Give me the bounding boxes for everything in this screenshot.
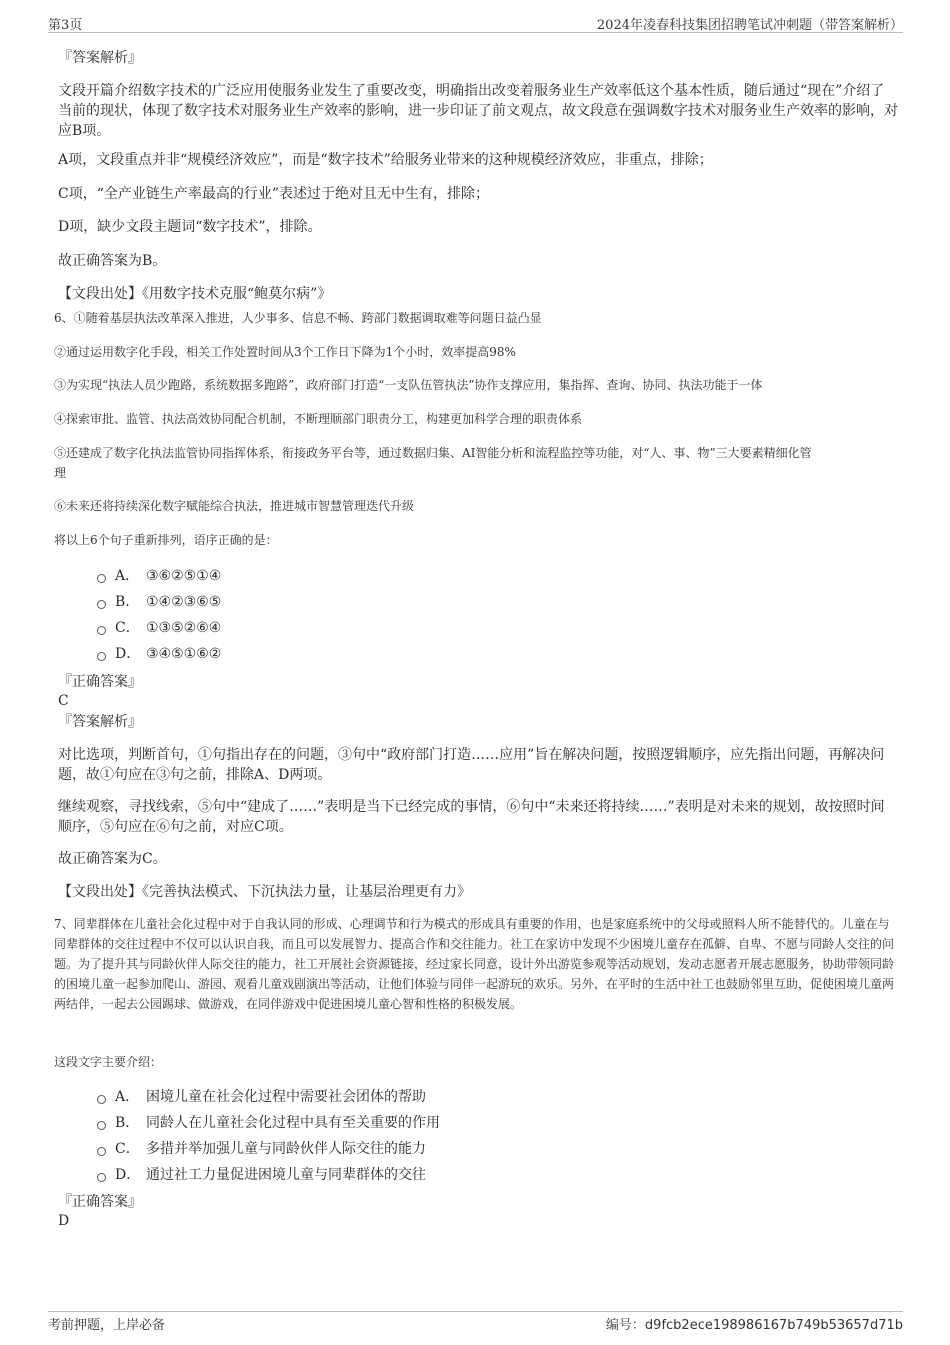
radio-icon[interactable] [97,574,106,583]
option-text: 同龄人在儿童社会化过程中具有至关重要的作用 [146,1115,440,1131]
option-text: 通过社工力量促进困境儿童与同辈群体的交往 [146,1167,426,1183]
option-label: B． [115,594,140,610]
option-label: C． [115,620,140,636]
option-label: B． [115,1115,140,1131]
q6-answer: C [58,693,69,709]
q6-prompt: 将以上6个句子重新排列，语序正确的是： [54,533,278,547]
q5-source: 【文段出处】《用数字技术克服“鲍莫尔病”》 [58,286,332,302]
q6-answer-heading: 『正确答案』 [58,674,142,690]
option-text: ③④⑤①⑥② [146,646,222,662]
q6-sentence-2: ②通过运用数字化手段，相关工作处置时间从3个工作日下降为1个小时，效率提高98% [54,345,516,359]
page-number: 第3页 [48,18,83,33]
q6-sentence-3: ③为实现“执法人员少跑路，系统数据多跑路”，政府部门打造“一支队伍管执法”协作支撑应用，集指挥、查询、协同、执法功能于一体 [54,378,763,392]
footer-code-label: 编号： [605,1318,645,1333]
document-title: 2024年凌春科技集团招聘笔试冲刺题（带答案解析） [596,18,903,33]
radio-icon[interactable] [97,626,106,635]
q6-sentence-5-cont: 理 [54,466,67,480]
q7-answer-heading: 『正确答案』 [58,1194,142,1210]
radio-icon[interactable] [97,652,106,661]
q6-sentence-1: 6、①随着基层执法改革深入推进，人少事多、信息不畅、跨部门数据调取难等问题日益凸显 [54,311,542,325]
q7-answer: D [58,1213,70,1229]
q5-analysis-c: C项，“全产业链生产率最高的行业”表述过于绝对且无中生有，排除； [58,186,490,202]
footer-divider [48,1311,903,1312]
radio-icon[interactable] [97,1121,106,1130]
q7-prompt: 这段文字主要介绍： [54,1055,163,1069]
option-label: A． [115,568,140,584]
q6-conclusion: 故正确答案为C。 [58,851,167,867]
option-text: ③⑥②⑤①④ [146,568,222,584]
option-label: D． [115,1167,141,1183]
option-text: 多措并举加强儿童与同龄伙伴人际交往的能力 [146,1141,426,1157]
header-divider [48,32,903,33]
q5-analysis-heading: 『答案解析』 [58,50,142,66]
q7-stem: 7、同辈群体在儿童社会化过程中对于自我认同的形成、心理调节和行为模式的形成具有重要的作用，也是家庭系统中的父母或照料人所不能替代的。儿童在与同辈群体的交往过程中不仅可以认识自我，而且可以发展智力、提高合作和交往能力。社工在家访中发现不少困境儿童存在孤僻、自卑、不愿与同龄人交往的问题。为了提升其与同龄伙伴人际交往的能力，社工开展社会资源链接，经过家长同意，设计外出游览参观等活动规划，发动志愿者开展志愿服务，协助带领同龄的困境儿童一起参加爬山、游园、观看儿童戏剧演出等活动，让他们体验与同伴一起游玩的欢乐。另外，在平时的生活中社工也鼓励邻里互助，促使困境儿童两两结伴，一起去公园踢球、做游戏，在同伴游戏中促进困境儿童心智和性格的积极发展。 [54,917,895,1011]
q6-sentence-6: ⑥未来还将持续深化数字赋能综合执法，推进城市智慧管理迭代升级 [54,499,415,513]
radio-icon[interactable] [97,600,106,609]
q6-analysis-p1: 对比选项，判断首句，①句指出存在的问题，③句中“政府部门打造……应用”旨在解决问题，按照逻辑顺序，应先指出问题，再解决问题，故①句应在③句之前，排除A、D两项。 [58,747,885,783]
q5-analysis-a: A项，文段重点并非“规模经济效应”，而是“数字技术”给服务业带来的这种规模经济效应，非重点，排除； [58,152,713,168]
option-text: 困境儿童在社会化过程中需要社会团体的帮助 [146,1089,426,1105]
footer-code-value: d9fcb2ece198986167b749b53657d71b [644,1318,903,1333]
radio-icon[interactable] [97,1173,106,1182]
option-text: ①④②③⑥⑤ [146,594,222,610]
footer-slogan: 考前押题，上岸必备 [48,1318,166,1333]
radio-icon[interactable] [97,1147,106,1156]
q6-source: 【文段出处】《完善执法模式、下沉执法力量，让基层治理更有力》 [58,884,471,900]
q6-analysis-p2: 继续观察，寻找线索，⑤句中“建成了……”表明是当下已经完成的事情，⑥句中“未来还将持续……”表明是对未来的规划，故按照时间顺序，⑤句应在⑥句之前，对应C项。 [58,799,885,835]
q5-conclusion: 故正确答案为B。 [58,253,167,269]
q5-analysis-d: D项，缺少文段主题词“数字技术”，排除。 [58,219,322,235]
option-text: ①③⑤②⑥④ [146,620,222,636]
q6-sentence-4: ④探索审批、监管、执法高效协同配合机制，不断理顺部门职责分工，构建更加科学合理的职责体系 [54,412,583,426]
q6-analysis-heading: 『答案解析』 [58,714,142,730]
option-label: C． [115,1141,140,1157]
footer-code [606,1314,903,1333]
option-label: D． [115,646,141,662]
option-label: A． [115,1089,140,1105]
q5-analysis-text: 文段开篇介绍数字技术的广泛应用使服务业发生了重要改变，明确指出改变着服务业生产效率低这个基本性质，随后通过“现在”介绍了当前的现状，体现了数字技术对服务业生产效率的影响，进一步印证了前文观点，故文段意在强调数字技术对服务业生产效率的影响，对应B项。 [58,83,898,139]
radio-icon[interactable] [97,1095,106,1104]
q6-sentence-5: ⑤还建成了数字化执法监管协同指挥体系，衔接政务平台等，通过数据归集、AI智能分析和流程监控等功能，对“人、事、物”三大要素精细化管 [54,446,812,460]
